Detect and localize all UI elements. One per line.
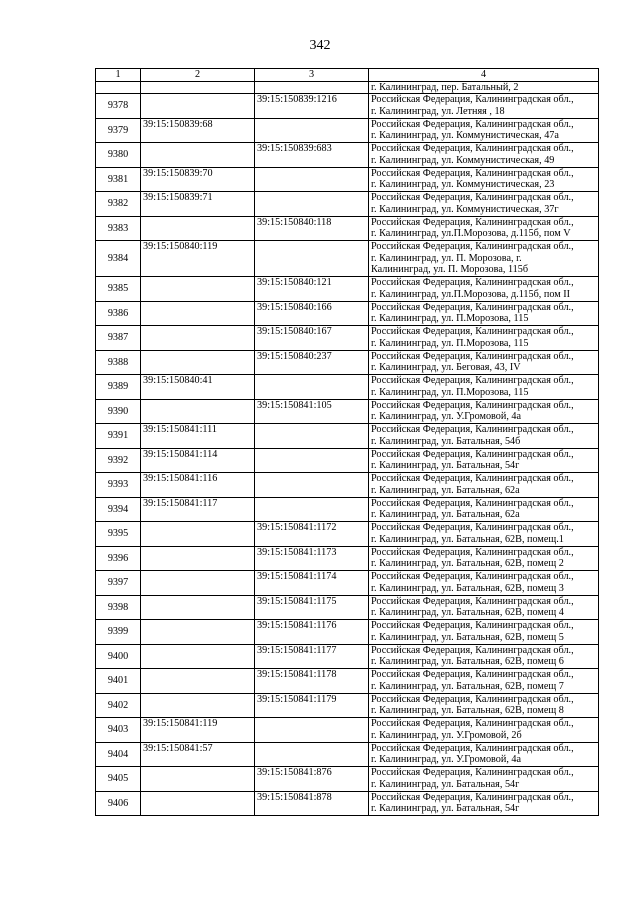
address-line: Российская Федерация, Калининградская обл., — [371, 118, 574, 130]
address-line: Российская Федерация, Калининградская обл., — [371, 546, 574, 558]
cell-col2 — [141, 644, 255, 669]
address-line: г. Калининград, ул. Коммунистическая, 37г — [371, 203, 559, 215]
cell-number: 9391 — [96, 424, 141, 449]
cell-address — [369, 277, 599, 302]
address-line: Российская Федерация, Калининградская обл., — [371, 767, 574, 778]
address-line: г. Калининград, ул. П.Морозова, 115 — [371, 386, 529, 398]
cell-col2 — [141, 277, 255, 302]
address-line: г. Калининград, ул. П.Морозова, 115 — [371, 313, 529, 324]
cell-col3 — [255, 497, 369, 522]
address-line: Российская Федерация, Калининградская обл., — [371, 167, 574, 179]
table-row — [96, 595, 599, 620]
cell-address — [369, 644, 599, 669]
address-line: Российская Федерация, Калининградская обл., — [371, 742, 574, 754]
cell-col2 — [141, 216, 255, 241]
cell-col2 — [141, 522, 255, 547]
cell-col2 — [141, 94, 255, 119]
cell-col2: 39:15:150841:119 — [141, 718, 255, 743]
address-line: г. Калининград, ул. Батальная, 54г — [371, 778, 520, 790]
cell-number: 9380 — [96, 143, 141, 168]
cell-col3: 39:15:150840:166 — [255, 301, 369, 326]
cell-col2: 39:15:150840:119 — [141, 241, 255, 277]
column-number-2: 2 — [141, 69, 255, 82]
address-line: г. Калининград, ул.П.Морозова, д.115б, пом II — [371, 288, 571, 300]
cell-col3 — [255, 375, 369, 400]
cell-address — [369, 522, 599, 547]
address-line: Российская Федерация, Калининградская обл., — [371, 620, 574, 631]
cell-col3 — [255, 81, 369, 94]
cell-col3: 39:15:150841:1173 — [255, 546, 369, 571]
cell-col2 — [141, 81, 255, 94]
address-line: г. Калининград, ул. Батальная, 62В, помещ 2 — [371, 558, 564, 569]
cell-col3 — [255, 473, 369, 498]
cell-col3 — [255, 118, 369, 143]
cell-col3: 39:15:150841:105 — [255, 399, 369, 424]
page-number: 342 — [309, 38, 331, 53]
column-number-1: 1 — [96, 69, 141, 82]
address-line: г. Калининград, ул. Батальная, 54б — [371, 435, 521, 447]
cell-number: 9392 — [96, 448, 141, 473]
cell-address — [369, 326, 599, 351]
cell-number: 9393 — [96, 473, 141, 498]
cell-col2: 39:15:150841:111 — [141, 424, 255, 449]
cell-address — [369, 216, 599, 241]
cell-col2 — [141, 301, 255, 326]
address-line: Российская Федерация, Калининградская обл., — [371, 669, 574, 680]
address-line: г. Калининград, ул. П. Морозова, г. — [371, 252, 522, 264]
continuation-row — [96, 81, 599, 94]
address-line: Российская Федерация, Калининградская обл., — [371, 522, 574, 533]
cell-address — [369, 241, 599, 277]
cell-address — [369, 350, 599, 375]
table-row — [96, 241, 599, 277]
cell-col3: 39:15:150841:1172 — [255, 522, 369, 547]
cell-number: 9386 — [96, 301, 141, 326]
cell-col3 — [255, 448, 369, 473]
cell-address — [369, 791, 599, 816]
cell-col2: 39:15:150841:117 — [141, 497, 255, 522]
table-row — [96, 742, 599, 767]
address-line: г. Калининград, ул. П.Морозова, 115 — [371, 337, 529, 349]
cell-col3 — [255, 424, 369, 449]
cell-number: 9399 — [96, 620, 141, 645]
cell-col2 — [141, 350, 255, 375]
table-row — [96, 277, 599, 302]
cell-address — [369, 167, 599, 192]
cell-number: 9405 — [96, 767, 141, 792]
cell-col3: 39:15:150841:876 — [255, 767, 369, 792]
cell-number: 9387 — [96, 326, 141, 351]
table-row — [96, 326, 599, 351]
cell-address — [369, 192, 599, 217]
column-number-3: 3 — [255, 69, 369, 82]
cell-number: 9383 — [96, 216, 141, 241]
address-line: Российская Федерация, Калининградская обл., — [371, 277, 574, 288]
table-row — [96, 375, 599, 400]
table-row — [96, 424, 599, 449]
address-line: Российская Федерация, Калининградская обл., — [371, 192, 574, 203]
cell-number: 9379 — [96, 118, 141, 143]
cell-address — [369, 546, 599, 571]
address-line: Российская Федерация, Калининградская обл., — [371, 718, 574, 729]
table-row — [96, 301, 599, 326]
cell-col2 — [141, 693, 255, 718]
table-row — [96, 767, 599, 792]
address-line: г. Калининград, ул. Коммунистическая, 23 — [371, 179, 555, 190]
cell-col2 — [141, 669, 255, 694]
address-line: Калининград, ул. П. Морозова, 115б — [371, 264, 529, 275]
cell-col2 — [141, 767, 255, 792]
cell-address — [369, 118, 599, 143]
cell-col3: 39:15:150841:878 — [255, 791, 369, 816]
cell-number: 9398 — [96, 595, 141, 620]
address-line: г. Калининград, ул. Батальная, 54г — [371, 803, 520, 814]
cell-number: 9384 — [96, 241, 141, 277]
address-line: Российская Федерация, Калининградская обл., — [371, 241, 574, 252]
cell-col2: 39:15:150841:114 — [141, 448, 255, 473]
address-line: Российская Федерация, Калининградская обл., — [371, 375, 574, 386]
cell-address — [369, 595, 599, 620]
address-line: г. Калининград, ул. Батальная, 62В, помещ.1 — [371, 533, 564, 545]
cell-number: 9390 — [96, 399, 141, 424]
cell-number — [96, 81, 141, 94]
table-row — [96, 350, 599, 375]
address-line: Российская Федерация, Калининградская обл., — [371, 326, 574, 337]
address-line: г. Калининград, ул. У.Громовой, 4а — [371, 411, 522, 422]
cell-address — [369, 94, 599, 119]
table-row — [96, 497, 599, 522]
cell-number: 9396 — [96, 546, 141, 571]
address-line: г. Калининград, ул. Коммунистическая, 49 — [371, 154, 555, 166]
cell-col2 — [141, 571, 255, 596]
cell-number: 9404 — [96, 742, 141, 767]
address-line: Российская Федерация, Калининградская обл., — [371, 94, 574, 105]
cell-address — [369, 497, 599, 522]
cell-number: 9381 — [96, 167, 141, 192]
address-line: Российская Федерация, Калининградская обл., — [371, 644, 574, 656]
table-row — [96, 546, 599, 571]
address-line: г. Калининград, пер. Батальный, 2 — [371, 81, 519, 93]
cell-number: 9389 — [96, 375, 141, 400]
cell-number: 9403 — [96, 718, 141, 743]
address-line: Российская Федерация, Калининградская обл., — [371, 497, 574, 509]
cell-col3: 39:15:150840:121 — [255, 277, 369, 302]
address-line: Российская Федерация, Калининградская обл., — [371, 301, 574, 313]
address-line: г. Калининград, ул. Коммунистическая, 47а — [371, 130, 559, 141]
table-row — [96, 143, 599, 168]
cell-address — [369, 424, 599, 449]
cell-col2: 39:15:150839:68 — [141, 118, 255, 143]
cell-col3: 39:15:150840:167 — [255, 326, 369, 351]
cell-col3: 39:15:150841:1177 — [255, 644, 369, 669]
cell-col3 — [255, 192, 369, 217]
cell-col2: 39:15:150841:116 — [141, 473, 255, 498]
cell-col2: 39:15:150839:71 — [141, 192, 255, 217]
cell-address — [369, 143, 599, 168]
cell-number: 9400 — [96, 644, 141, 669]
table-row — [96, 522, 599, 547]
cell-address — [369, 669, 599, 694]
address-line: Российская Федерация, Калининградская обл., — [371, 571, 574, 582]
address-line: Российская Федерация, Калининградская обл., — [371, 424, 574, 435]
address-line: Российская Федерация, Калининградская обл., — [371, 693, 574, 705]
cell-col2: 39:15:150840:41 — [141, 375, 255, 400]
address-line: г. Калининград, ул. Батальная, 54г — [371, 460, 520, 471]
cell-col3: 39:15:150840:118 — [255, 216, 369, 241]
address-line: г. Калининград, ул. У.Громовой, 4а — [371, 754, 522, 765]
cell-col2 — [141, 546, 255, 571]
cell-number: 9378 — [96, 94, 141, 119]
address-line: Российская Федерация, Калининградская обл., — [371, 216, 574, 228]
cell-number: 9385 — [96, 277, 141, 302]
cell-col3: 39:15:150839:1216 — [255, 94, 369, 119]
address-line: г. Калининград, ул. Батальная, 62В, помещ 5 — [371, 631, 564, 643]
cell-address — [369, 473, 599, 498]
cell-number: 9401 — [96, 669, 141, 694]
address-line: г. Калининград, ул. Батальная, 62а — [371, 509, 520, 520]
address-line: Российская Федерация, Калининградская обл., — [371, 448, 574, 460]
registry-table — [95, 68, 599, 816]
cell-number: 9388 — [96, 350, 141, 375]
address-line: г. Калининград, ул. Батальная, 62В, помещ 6 — [371, 656, 564, 667]
cell-col3: 39:15:150841:1175 — [255, 595, 369, 620]
registry-table-body — [96, 69, 599, 816]
address-line: г. Калининград, ул. Батальная, 62В, помещ 7 — [371, 680, 564, 692]
table-row — [96, 571, 599, 596]
address-line: г. Калининград, ул. Батальная, 62В, помещ 4 — [371, 607, 564, 618]
cell-address — [369, 571, 599, 596]
cell-address — [369, 301, 599, 326]
address-line: Российская Федерация, Калининградская обл., — [371, 473, 574, 484]
column-number-4: 4 — [369, 69, 599, 82]
cell-col2 — [141, 791, 255, 816]
address-line: Российская Федерация, Калининградская обл., — [371, 350, 574, 362]
cell-number: 9406 — [96, 791, 141, 816]
cell-address — [369, 375, 599, 400]
table-row — [96, 669, 599, 694]
cell-number: 9394 — [96, 497, 141, 522]
table-row — [96, 693, 599, 718]
cell-col2 — [141, 326, 255, 351]
cell-col3: 39:15:150841:1174 — [255, 571, 369, 596]
table-row — [96, 718, 599, 743]
cell-number: 9395 — [96, 522, 141, 547]
cell-address — [369, 767, 599, 792]
cell-address — [369, 742, 599, 767]
cell-col3: 39:15:150841:1176 — [255, 620, 369, 645]
cell-number: 9397 — [96, 571, 141, 596]
cell-address — [369, 448, 599, 473]
cell-col3 — [255, 718, 369, 743]
table-row — [96, 473, 599, 498]
address-line: г. Калининград, ул. Батальная, 62В, помещ 8 — [371, 705, 564, 716]
address-line: Российская Федерация, Калининградская обл., — [371, 791, 574, 803]
column-number-row — [96, 69, 599, 82]
cell-col2 — [141, 620, 255, 645]
table-row — [96, 644, 599, 669]
cell-number: 9402 — [96, 693, 141, 718]
address-line: Российская Федерация, Калининградская обл., — [371, 143, 574, 154]
address-line: г. Калининград, ул. Батальная, 62а — [371, 484, 520, 496]
table-row — [96, 192, 599, 217]
table-row — [96, 399, 599, 424]
cell-address — [369, 693, 599, 718]
table-row — [96, 620, 599, 645]
cell-address — [369, 718, 599, 743]
table-row — [96, 216, 599, 241]
cell-col3 — [255, 167, 369, 192]
cell-col2 — [141, 595, 255, 620]
cell-number: 9382 — [96, 192, 141, 217]
table-row — [96, 118, 599, 143]
address-line: г. Калининград, ул.П.Морозова, д.115б, пом V — [371, 228, 571, 239]
table-row — [96, 448, 599, 473]
cell-col2 — [141, 143, 255, 168]
table-row — [96, 791, 599, 816]
cell-col3: 39:15:150840:237 — [255, 350, 369, 375]
table-row — [96, 94, 599, 119]
address-line: г. Калининград, ул. Батальная, 62В, помещ 3 — [371, 582, 564, 594]
table-row — [96, 167, 599, 192]
cell-address — [369, 620, 599, 645]
cell-col2: 39:15:150841:57 — [141, 742, 255, 767]
address-line: Российская Федерация, Калининградская обл., — [371, 399, 574, 411]
cell-col3 — [255, 742, 369, 767]
address-line: г. Калининград, ул. Летняя , 18 — [371, 105, 505, 117]
cell-address — [369, 81, 599, 94]
cell-col3: 39:15:150841:1179 — [255, 693, 369, 718]
address-line: г. Калининград, ул. У.Громовой, 2б — [371, 729, 522, 741]
address-line: г. Калининград, ул. Беговая, 43, IV — [371, 362, 521, 373]
cell-address — [369, 399, 599, 424]
cell-col3: 39:15:150841:1178 — [255, 669, 369, 694]
address-line: Российская Федерация, Калининградская обл., — [371, 595, 574, 607]
cell-col2: 39:15:150839:70 — [141, 167, 255, 192]
cell-col3 — [255, 241, 369, 277]
cell-col3: 39:15:150839:683 — [255, 143, 369, 168]
cell-col2 — [141, 399, 255, 424]
